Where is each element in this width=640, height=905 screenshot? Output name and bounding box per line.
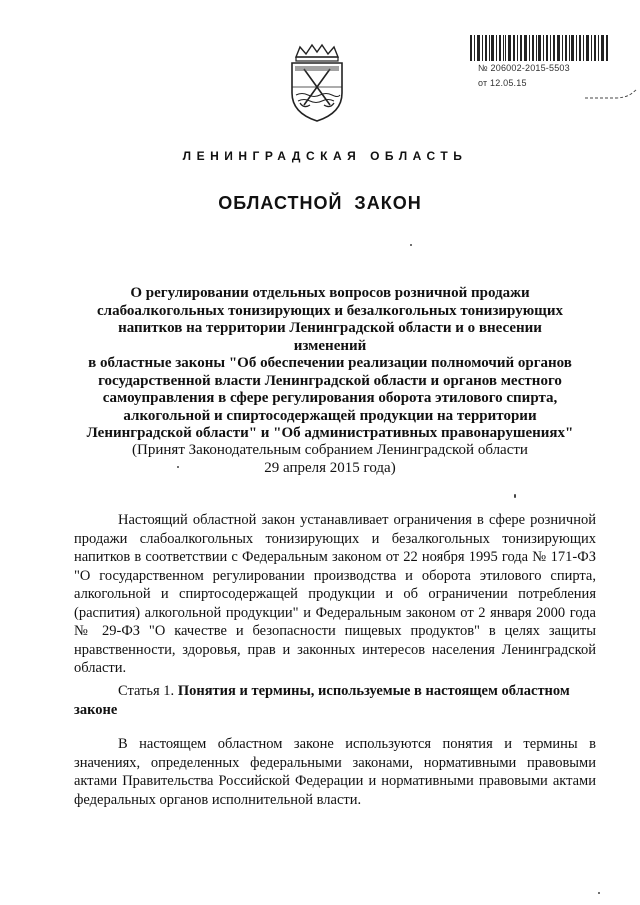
scan-speck bbox=[598, 892, 600, 894]
law-title bbox=[80, 285, 580, 443]
barcode-icon bbox=[470, 35, 608, 61]
adoption-note-line: (Принят Законодательным собранием Ленинградской области bbox=[132, 442, 528, 458]
article-1-heading bbox=[74, 682, 596, 719]
region-name: ЛЕНИНГРАДСКАЯ ОБЛАСТЬ bbox=[182, 149, 468, 163]
adoption-date: 29 апреля 2015 года) bbox=[264, 460, 396, 476]
law-title-line: в областные законы "Об обеспечении реализации полномочий органов bbox=[88, 355, 572, 371]
article-1-title: Понятия и термины, используемые в настоящем областном законе bbox=[74, 683, 570, 718]
law-title-line: Ленинградской области" и "Об административных правонарушениях" bbox=[86, 425, 574, 441]
scan-speck bbox=[514, 494, 516, 498]
law-title-line: самоуправления в сфере регулирования оборота этилового спирта, bbox=[102, 390, 558, 406]
law-title-line: алкогольной и спиртосодержащей продукции на территории bbox=[123, 407, 537, 424]
document-type: ОБЛАСТНОЙ ЗАКОН bbox=[218, 193, 422, 213]
law-title-line: слабоалкогольных тонизирующих и безалкогольных тонизирующих bbox=[97, 302, 563, 319]
law-title-line: напитков на территории Ленинградской области и о внесении изменений bbox=[118, 320, 542, 354]
law-title-line: О регулировании отдельных вопросов розничной продажи bbox=[130, 285, 530, 301]
preamble-paragraph: Настоящий областной закон устанавливает ограничения в сфере розничной продажи слабоалкогольных тонизирующих и безалкогольных тонизирующих напитков в соответствии с Федеральным законом от 22 ноября 1995 года № 171-ФЗ "О государственном регулировании производства и оборота этилового спирта, алкогольной и спиртосодержащей продукции и об ограничении потребления (распития) алкогольной продукции" и Федеральным законом от 2 января 2000 года № 29-ФЗ "О качестве и безопасности пищевых продуктов" в целях защиты нравственности, здоровья, прав и законных интересов населения Ленинградской области. bbox=[74, 512, 596, 676]
scan-speck bbox=[177, 466, 179, 468]
coat-of-arms-icon bbox=[286, 43, 348, 123]
law-title-line: государственной власти Ленинградской области и органов местного bbox=[98, 372, 562, 389]
article-1-text: В настоящем областном законе используются понятия и термины в значениях, определенных федеральными законами, нормативными правовыми актами Правительства Российской Федерации и нормативными правовыми актами федеральных органов исполнительной власти. bbox=[74, 736, 596, 808]
registration-date: от 12.05.15 bbox=[478, 78, 527, 88]
article-1-label: Статья 1. bbox=[118, 683, 175, 699]
scan-speck bbox=[410, 244, 412, 246]
adoption-note bbox=[100, 441, 560, 477]
handwritten-mark-icon bbox=[585, 88, 637, 102]
registration-number: № 206002-2015-5503 bbox=[478, 63, 570, 73]
